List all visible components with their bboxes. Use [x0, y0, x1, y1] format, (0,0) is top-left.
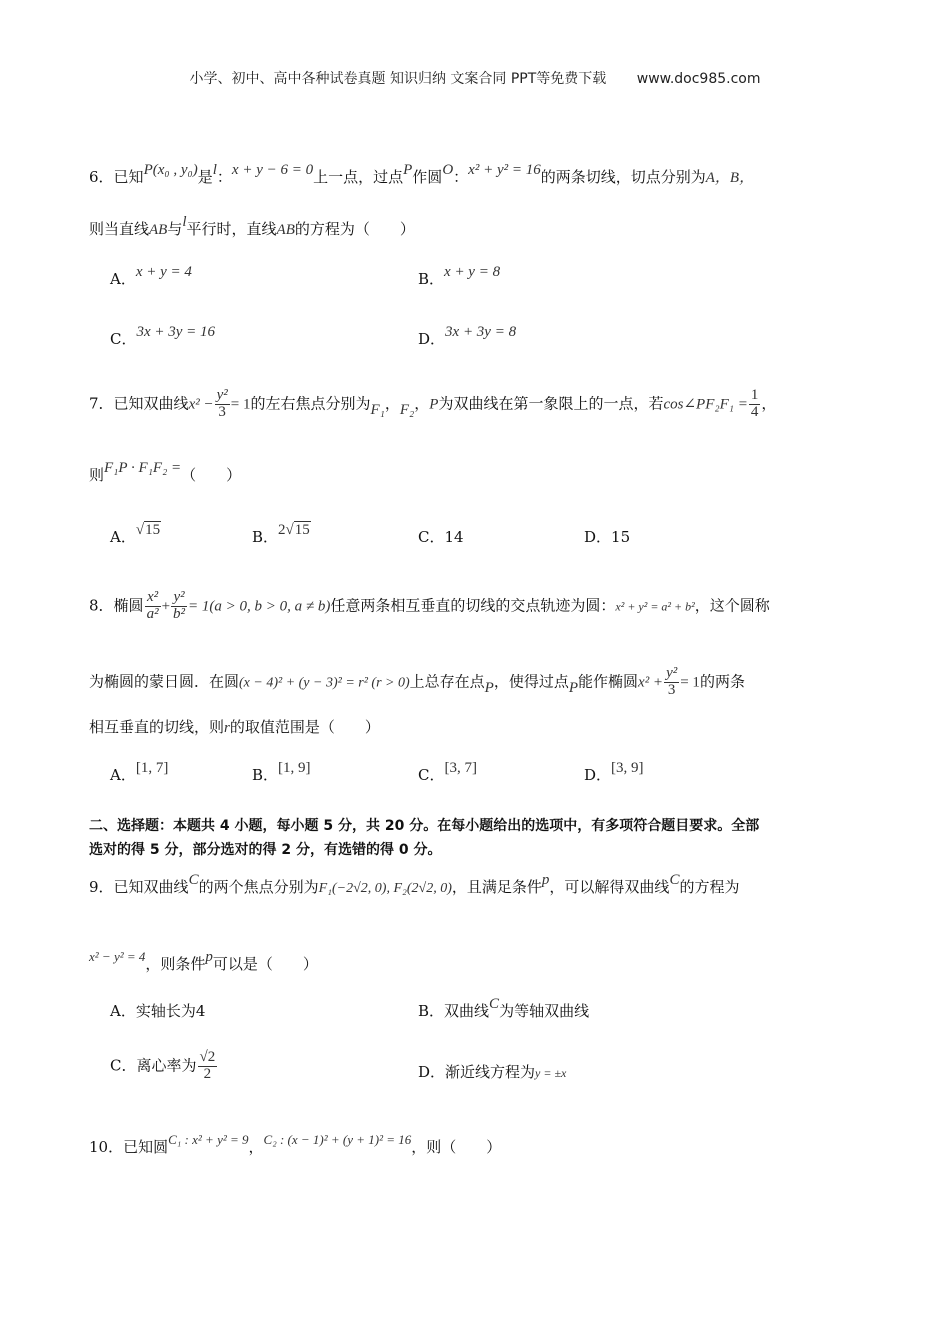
q9-text: ，可以解得双曲线: [549, 878, 670, 896]
frac-den: b²: [173, 605, 186, 622]
q9-c: C: [188, 872, 199, 888]
q10-circle2: C₂ : (x − 1)² + (y + 1)² = 16: [263, 1132, 412, 1147]
option-value: 2√15: [278, 522, 310, 538]
q6-text: 作圆: [412, 168, 443, 186]
option-text: 渐近线方程为: [445, 1063, 536, 1081]
q8-option-b[interactable]: [252, 760, 311, 787]
frac-den: a²: [146, 605, 159, 622]
option-label: D．: [584, 766, 612, 784]
q9-text: ，则条件: [145, 955, 206, 973]
q6-option-a[interactable]: [110, 264, 192, 291]
q7-text: ，: [384, 394, 400, 413]
option-label: D．: [584, 528, 612, 546]
q9-p: p: [541, 872, 550, 888]
q6-circle-eq: x² + y² = 16: [468, 162, 541, 178]
q8-circle2: (x − 4)² + (y − 3)² = r² (r > 0): [239, 675, 410, 691]
q6-text: ：: [453, 168, 469, 186]
q10-text: 已知圆: [123, 1138, 169, 1156]
option-label: C．: [110, 330, 137, 348]
q6-text: 已知: [113, 168, 144, 186]
option-value: √15: [135, 522, 161, 538]
q8-option-d[interactable]: [584, 760, 644, 787]
q7-cos: cos∠PF₂F₁ =: [663, 396, 748, 413]
q8-text: 的取值范围是（ ）: [229, 718, 380, 736]
q9-eccentricity-fraction: [198, 1050, 218, 1083]
option-label: A．: [110, 766, 136, 784]
q10-text: ，则（ ）: [411, 1138, 502, 1156]
option-text: 双曲线: [444, 1002, 490, 1020]
q6-text: 的两条切线，切点分别为: [540, 168, 706, 186]
q9-text: ，且满足条件: [451, 878, 542, 896]
q8-r: r: [224, 720, 230, 736]
q9-foci: F₁(−2√2, 0), F₂(2√2, 0): [318, 881, 452, 896]
option-value: 14: [444, 528, 464, 546]
q7-eq: x² −: [188, 396, 214, 413]
q8-ellipse: = 1: [680, 674, 700, 691]
q10-circle1: C₁ : x² + y² = 9: [168, 1132, 249, 1147]
q6-point-p: P: [403, 162, 413, 178]
option-label: A．: [110, 528, 136, 546]
option-value: 15: [611, 528, 631, 546]
q6-text: 则当直线: [89, 220, 150, 238]
q7-f1: F₁: [370, 402, 385, 419]
q8-ellipse: x² +: [638, 674, 664, 691]
option-label: D．: [418, 1063, 446, 1081]
option-text: 实轴长为4: [135, 1002, 206, 1020]
q7-option-a[interactable]: [110, 522, 161, 549]
q8-number: 8．: [89, 596, 114, 615]
q8-fraction-y: [171, 590, 187, 623]
q6-line-eq: x + y − 6 = 0: [231, 162, 314, 178]
q6-text: 上一点，过点: [313, 168, 404, 186]
q9-eq: x² − y² = 4: [89, 949, 146, 964]
q7-text: 的左右焦点分别为: [250, 394, 371, 413]
q6-line-name: l: [182, 214, 187, 230]
option-value: x + y = 4: [135, 264, 192, 280]
q8-p: P: [568, 680, 579, 697]
q8-text: 相互垂直的切线，则: [89, 718, 225, 736]
coefficient: 2: [278, 522, 286, 538]
q9-c: C: [669, 872, 680, 888]
q10-line1: [89, 1132, 502, 1158]
q9-option-c[interactable]: [110, 1050, 218, 1083]
q7-line1: [89, 388, 776, 421]
option-label: C．: [418, 766, 445, 784]
q7-text: 为双曲线在第一象限上的一点，若: [438, 394, 664, 413]
q10-text: ，: [248, 1138, 264, 1156]
section2-line2: 选对的得 5 分，部分选对的得 2 分，有选错的得 0 分。: [89, 842, 442, 858]
q6-text: 的方程为（ ）: [294, 220, 415, 238]
q8-text: 任意两条相互垂直的切线的交点轨迹为圆：: [330, 596, 616, 615]
frac-num: y²: [216, 387, 228, 403]
q8-text: 能作椭圆: [578, 672, 639, 691]
option-text: 离心率为: [136, 1056, 197, 1075]
q9-text: 已知双曲线: [113, 878, 189, 896]
q6-line1: [89, 162, 755, 189]
q7-eq: = 1: [230, 396, 251, 413]
q8-text: ，这个圆称: [694, 596, 770, 615]
q8-p: P: [484, 680, 494, 697]
q7-number: 7．: [89, 394, 114, 413]
q9-text: 的两个焦点分别为: [198, 878, 319, 896]
q10-number: 10．: [89, 1138, 124, 1156]
q7-line2: [89, 460, 242, 487]
q7-option-d[interactable]: [584, 528, 630, 548]
q9-line1: [89, 872, 740, 899]
q7-text: ，: [761, 394, 777, 413]
q9-line2: [89, 949, 318, 976]
q7-text: ，: [414, 394, 430, 413]
header-text: 小学、初中、高中各种试卷真题 知识归纳 文案合同 PPT等免费下载: [189, 71, 607, 87]
q9-option-d[interactable]: [418, 1063, 566, 1083]
option-label: A．: [110, 1002, 136, 1020]
q7-text: 则: [89, 466, 105, 484]
option-eq: y = ±x: [535, 1066, 567, 1080]
option-c: C: [489, 996, 500, 1012]
q6-ab: A，B，: [705, 170, 755, 186]
option-label: A．: [110, 270, 136, 288]
q8-plus: +: [161, 598, 171, 615]
q6-option-c[interactable]: [110, 324, 216, 351]
q6-text: 平行时，直线: [186, 220, 277, 238]
option-label: B．: [418, 1002, 445, 1020]
option-label: C．: [418, 528, 445, 546]
option-value: 3x + 3y = 8: [445, 324, 517, 340]
q6-text: 是: [197, 168, 213, 186]
q7-cos-fraction: [749, 388, 761, 421]
q6-text: ：: [216, 168, 232, 186]
frac-num: √2: [199, 1049, 216, 1065]
q7-dot-product: F₁P · F₁F₂ =: [104, 460, 182, 476]
section2-line1: 二、选择题：本题共 4 小题，每小题 5 分，共 20 分。在每小题给出的选项中，有多项符合题目要求。全部: [89, 818, 760, 834]
q9-number: 9．: [89, 878, 114, 896]
q7-text: 已知双曲线: [113, 394, 189, 413]
option-label: D．: [418, 330, 446, 348]
q8-circle: x² + y² = a² + b²: [615, 599, 695, 614]
q8-line2: [89, 666, 745, 699]
header-url[interactable]: www.doc985.com: [636, 71, 761, 87]
q6-line-name: l: [212, 162, 217, 178]
q8-text: ，使得过点: [493, 672, 569, 691]
q8-ellipse-fraction: [664, 666, 679, 699]
option-value: [1, 9]: [278, 760, 311, 776]
q6-ab-label: AB: [149, 222, 168, 238]
q8-line1: [89, 590, 770, 623]
frac-den: 3: [218, 403, 226, 420]
option-label: B．: [252, 766, 279, 784]
q6-option-d[interactable]: [418, 324, 517, 351]
q6-text: 与: [167, 220, 183, 238]
frac-num: x²: [145, 590, 161, 607]
q6-circle-name: O: [442, 162, 454, 178]
q6-option-b[interactable]: [418, 264, 501, 291]
q6-number: 6．: [89, 168, 114, 186]
q8-option-a[interactable]: [110, 760, 169, 787]
option-value: 3x + 3y = 16: [136, 324, 216, 340]
radicand: 15: [294, 522, 310, 538]
q6-point: P(x₀ , y₀): [143, 162, 198, 178]
q9-option-b[interactable]: [418, 996, 590, 1023]
q9-text: 可以是（ ）: [212, 955, 318, 973]
frac-den: 3: [667, 681, 676, 698]
frac-num: y²: [171, 590, 187, 607]
option-text: 为等轴双曲线: [499, 1002, 590, 1020]
q6-line2: [89, 214, 415, 241]
q7-text: （ ）: [181, 466, 242, 484]
q7-p: P: [429, 396, 439, 413]
q8-text: 为椭圆的蒙日圆．在圆: [89, 672, 240, 691]
option-label: B．: [252, 528, 279, 546]
q8-fraction-x: [145, 590, 161, 623]
q6-ab-label: AB: [276, 222, 295, 238]
q9-p: p: [205, 949, 213, 965]
q7-f2: F₂: [399, 402, 415, 419]
option-value: [3, 9]: [611, 760, 644, 776]
q7-option-b[interactable]: [252, 522, 311, 549]
frac-num: 1: [750, 387, 759, 403]
option-value: x + y = 8: [444, 264, 501, 280]
page-header: [0, 68, 950, 88]
q8-line3: [89, 718, 380, 739]
q9-option-a[interactable]: [110, 1002, 205, 1022]
frac-den: 2: [203, 1065, 212, 1082]
q8-option-c[interactable]: [418, 760, 477, 787]
q8-condition: = 1(a > 0, b > 0, a ≠ b): [188, 598, 331, 615]
q8-text: 椭圆: [113, 596, 144, 615]
q7-eq-fraction: [215, 388, 230, 421]
radicand: 15: [145, 522, 161, 538]
frac-num: y²: [666, 665, 678, 681]
option-label: B．: [418, 270, 445, 288]
q8-text: 上总存在点: [409, 672, 485, 691]
option-value: [1, 7]: [135, 760, 169, 776]
frac-den: 4: [750, 403, 759, 420]
option-label: C．: [110, 1056, 137, 1075]
q7-option-c[interactable]: [418, 528, 464, 548]
option-value: [3, 7]: [444, 760, 477, 776]
q8-text: 的两条: [699, 672, 745, 691]
q9-text: 的方程为: [679, 878, 740, 896]
